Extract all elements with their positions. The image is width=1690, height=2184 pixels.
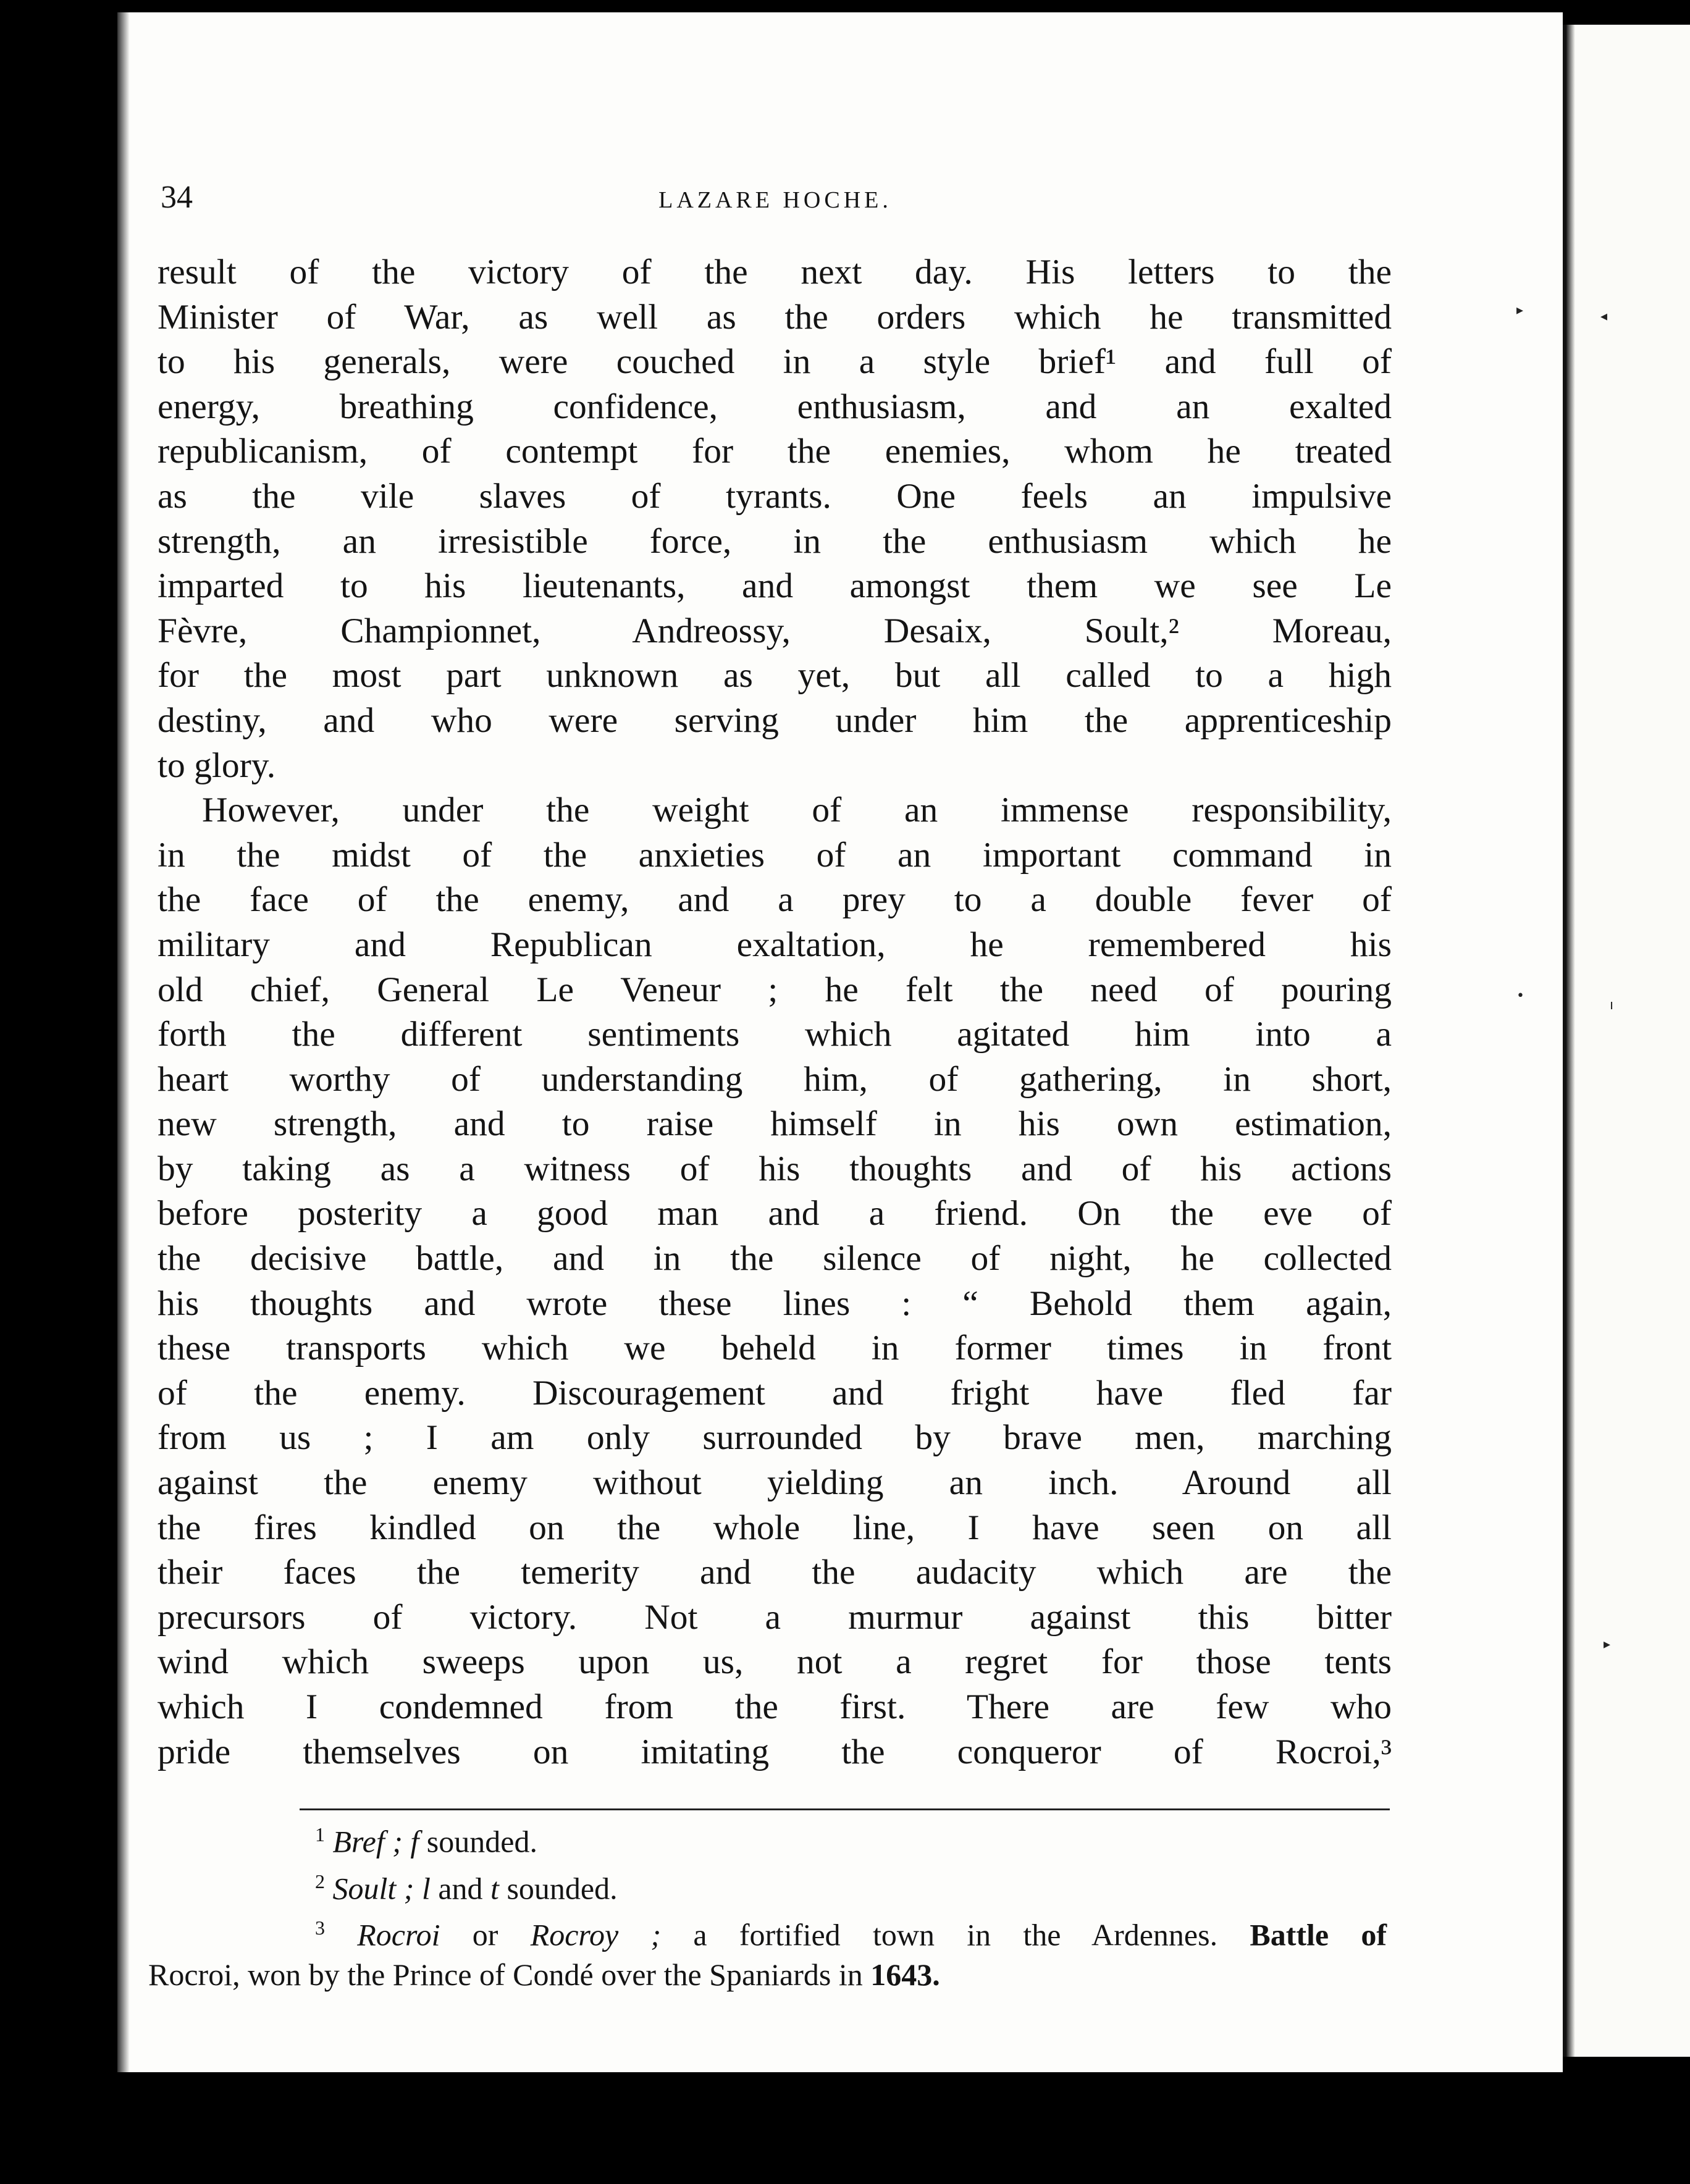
text-line: Fèvre, Championnet, Andreossy, Desaix, Soult,² Moreau,	[158, 611, 1392, 650]
footnote-letter: f	[410, 1824, 419, 1859]
text-line: against the enemy without yielding an inch. Around all	[158, 1463, 1392, 1503]
text-line: his thoughts and wrote these lines : “ Behold them again,	[158, 1283, 1392, 1323]
footnote-letter: l	[421, 1871, 431, 1906]
page-gutter-shadow	[117, 12, 130, 2072]
footnote-letter: t	[490, 1871, 499, 1906]
footnote-text: sounded.	[426, 1824, 537, 1859]
footnote-text: and	[438, 1871, 483, 1906]
footnote-text: sounded.	[507, 1871, 618, 1906]
text-line: in the midst of the anxieties of an important command in	[158, 835, 1392, 875]
text-line: from us ; I am only surrounded by brave men, marching	[158, 1418, 1392, 1458]
footnotes	[148, 1815, 1387, 1994]
footnote-term: Bref ;	[332, 1824, 403, 1859]
text-line: wind which sweeps upon us, not a regret for those tents	[158, 1642, 1392, 1682]
text-line: to glory.	[158, 746, 276, 785]
text-line: However, under the weight of an immense responsibility,	[202, 791, 1392, 830]
footnote-term: Rocroy ;	[530, 1917, 662, 1952]
footnote-term: Rocroi	[357, 1917, 440, 1952]
text-line: which I condemned from the first. There are few who	[158, 1687, 1392, 1726]
text-line: military and Republican exaltation, he remembered his	[158, 925, 1392, 964]
footnote-3-continued	[148, 1955, 1387, 1994]
text-line: these transports which we beheld in former times in front	[158, 1329, 1392, 1368]
footnote-marker: 1	[315, 1823, 325, 1846]
margin-mark-tick-icon: ı	[1610, 998, 1614, 1013]
text-line: imparted to his lieutenants, and amongst them we see Le	[158, 566, 1392, 606]
text-line: precursors of victory. Not a murmur against this bitter	[158, 1597, 1392, 1637]
margin-mark-arrow-icon: ▸	[1604, 1637, 1611, 1652]
footnote-rule	[300, 1808, 1390, 1810]
text-line: the decisive battle, and in the silence of night, he collected	[158, 1239, 1392, 1279]
text-line: before posterity a good man and a friend. On the eve of	[158, 1194, 1392, 1233]
text-line: as the vile slaves of tyrants. One feels an impulsive	[158, 476, 1392, 516]
text-line: of the enemy. Discouragement and fright have fled far	[158, 1373, 1392, 1413]
footnote-bold: 1643.	[870, 1957, 940, 1992]
footnote-2	[148, 1862, 1387, 1909]
text-line: for the most part unknown as yet, but all called to a high	[158, 656, 1392, 695]
margin-mark-dot-icon: •	[1516, 988, 1524, 1004]
next-leaf-gutter	[1566, 25, 1575, 2057]
text-line: by taking as a witness of his thoughts and of his actions	[158, 1149, 1392, 1188]
text-line: heart worthy of understanding him, of gathering, in short,	[158, 1059, 1392, 1099]
footnote-3	[148, 1908, 1387, 1955]
text-line: the fires kindled on the whole line, I have seen on all	[158, 1508, 1392, 1547]
footnote-marker: 3	[315, 1917, 325, 1939]
footnote-text: or	[472, 1917, 498, 1952]
footnote-text: a fortified town in the Ardennes.	[693, 1917, 1218, 1952]
text-line: pride themselves on imitating the conqueror of Rocroi,³	[158, 1732, 1392, 1771]
text-line: republicanism, of contempt for the enemies, whom he treated	[158, 432, 1392, 471]
body-text	[158, 250, 1392, 1774]
running-title: LAZARE HOCHE.	[658, 187, 892, 213]
text-line: destiny, and who were serving under him the apprenticeship	[158, 700, 1392, 740]
margin-mark-arrow-icon: ◂	[1600, 309, 1608, 324]
running-header	[161, 179, 1390, 222]
text-line: the face of the enemy, and a prey to a double fever of	[158, 880, 1392, 920]
text-line: forth the different sentiments which agitated him into a	[158, 1015, 1392, 1054]
text-line: energy, breathing confidence, enthusiasm, and an exalted	[158, 387, 1392, 426]
page-number: 34	[161, 180, 193, 215]
margin-mark-arrow-icon: ▸	[1516, 303, 1524, 318]
text-line: Minister of War, as well as the orders which he transmitted	[158, 297, 1392, 337]
footnote-bold: Battle of	[1250, 1917, 1387, 1952]
text-line: strength, an irresistible force, in the enthusiasm which he	[158, 521, 1392, 561]
text-line: old chief, General Le Veneur ; he felt the need of pouring	[158, 970, 1392, 1009]
footnote-term: Soult ;	[332, 1871, 414, 1906]
text-line: to his generals, were couched in a style brief¹ and full of	[158, 342, 1392, 382]
text-line: new strength, and to raise himself in his own estimation,	[158, 1104, 1392, 1144]
text-line: result of the victory of the next day. His letters to the	[158, 253, 1392, 292]
footnote-marker: 2	[315, 1870, 325, 1892]
text-line: their faces the temerity and the audacity which are the	[158, 1553, 1392, 1592]
next-leaf-edge	[1563, 25, 1690, 2057]
footnote-1	[148, 1815, 1387, 1862]
footnote-text: Rocroi, won by the Prince of Condé over the Spaniards in	[148, 1957, 863, 1992]
